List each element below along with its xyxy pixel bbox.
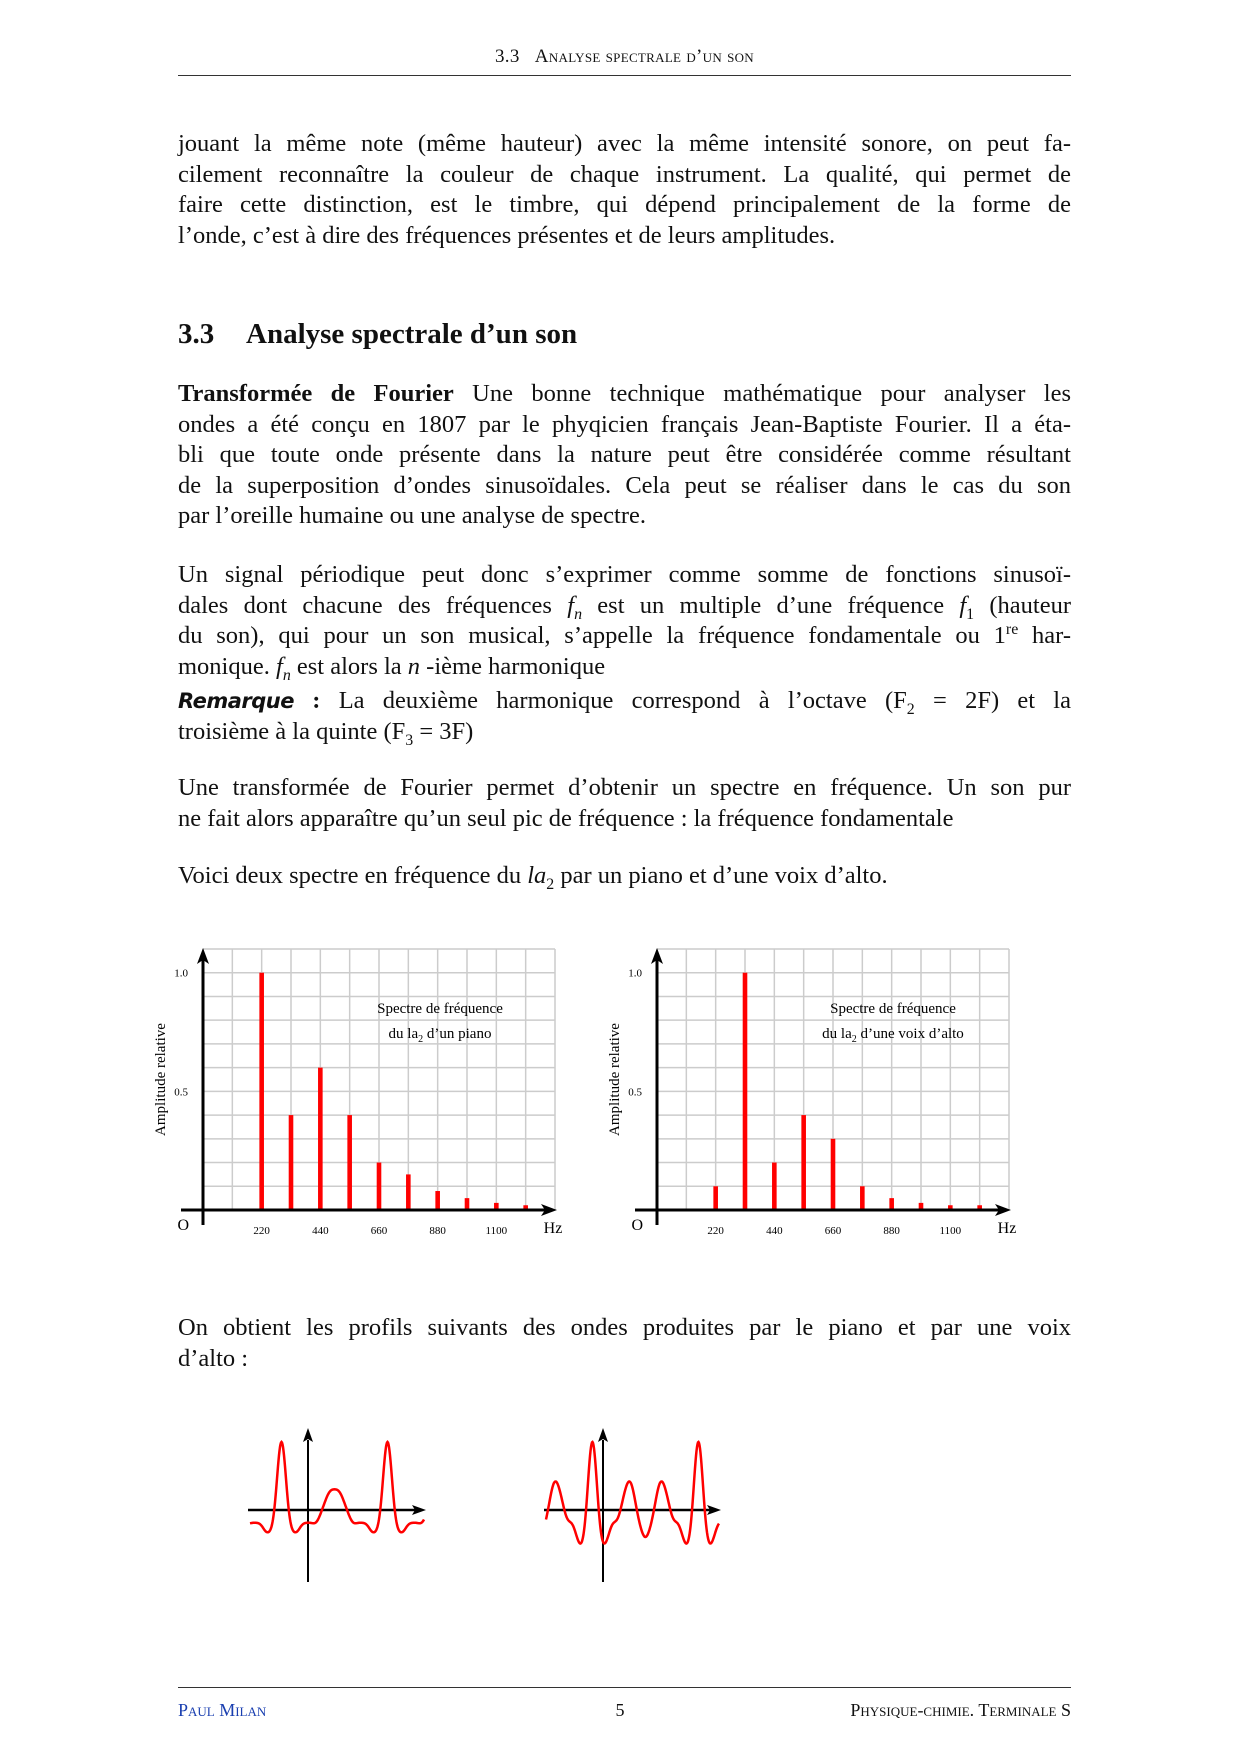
signal-paragraph: [178, 560, 1071, 682]
x-axis-label: Hz: [997, 1220, 1017, 1237]
subscript: 2: [546, 875, 555, 893]
text-line: d’alto :: [178, 1344, 249, 1372]
x-tick-label: 440: [766, 1225, 783, 1237]
text-line: par l’oreille humaine ou une analyse de spectre.: [178, 502, 647, 529]
waveform-curve: [250, 1442, 424, 1532]
x-tick-label: 660: [824, 1225, 842, 1237]
math-f: f: [567, 591, 575, 619]
text-line: ne fait alors apparaître qu’un seul pic de fréquence : la fréquence fondamentale: [178, 804, 954, 832]
text-line: [178, 379, 1071, 410]
x-tick-label: 880: [429, 1225, 446, 1237]
profiles-paragraph: [178, 1313, 1071, 1374]
transform-paragraph: [178, 773, 1071, 834]
x-tick-label: 1100: [939, 1225, 962, 1237]
chart-annotation-line1: Spectre de fréquence: [377, 1001, 503, 1017]
running-header: [178, 46, 1071, 68]
footer-course: Physique-chimie. Terminale S: [850, 1700, 1071, 1720]
text-line: [178, 686, 1071, 717]
amplitude-axis-arrow-icon: [303, 1428, 313, 1442]
header-section-title: Analyse spectrale d’un son: [534, 46, 754, 67]
x-tick-label: 440: [312, 1225, 329, 1237]
y-tick-label: 1.0: [628, 967, 642, 980]
text-span: est un multiple d’une fréquence: [582, 591, 960, 619]
annotation-subscript: 2: [851, 1034, 857, 1045]
math-la: la: [527, 862, 547, 889]
y-axis-label: Amplitude relative: [607, 1023, 623, 1136]
subscript: 3: [405, 731, 414, 749]
text-span: est alors la: [290, 652, 408, 680]
text-span: Une bonne technique mathématique pour analyser les: [453, 380, 1071, 407]
spectrum-bar: [465, 1198, 470, 1210]
text-line: cilement reconnaître la couleur de chaque instrument. La qualité, qui permet de: [178, 160, 1071, 188]
x-tick-label: 660: [370, 1225, 388, 1237]
math-sub-1: 1: [966, 605, 975, 623]
spectrum-bar: [801, 1115, 806, 1210]
annotation-text: d’un piano: [423, 1026, 492, 1042]
text-span: = 2F) et la: [914, 687, 1071, 714]
footer-author: Paul Milan: [178, 1700, 267, 1720]
paragraph-lead: Transformée de Fourier: [178, 380, 454, 407]
waveform-figures: [0, 1420, 1240, 1600]
x-tick-label: 220: [253, 1225, 270, 1237]
intro-paragraph: [178, 129, 1071, 251]
fourier-paragraph: [178, 379, 1071, 532]
text-span: -ième harmonique: [420, 652, 606, 680]
annotation-text: du la: [822, 1026, 852, 1042]
y-tick-label: 0.5: [628, 1086, 642, 1099]
text-span: (hauteur: [974, 591, 1071, 619]
spectrum-bar: [377, 1163, 382, 1210]
spectrum-bar: [347, 1115, 352, 1210]
math-sub-n: n: [574, 605, 583, 623]
text-line: [178, 861, 1071, 892]
text-line: [178, 591, 1071, 622]
footer-rule: [178, 1687, 1071, 1688]
text-line: jouant la même note (même hauteur) avec la même intensité sonore, on peut fa-: [178, 130, 1071, 157]
page-number: 5: [615, 1700, 625, 1720]
alto-waveform: [544, 1428, 721, 1582]
origin-label: O: [177, 1217, 189, 1234]
piano-waveform: [248, 1428, 426, 1582]
text-span: La deuxième harmonique correspond à l’octave (F: [338, 687, 907, 714]
remark-colon: :: [294, 687, 339, 714]
spectrum-charts: [0, 930, 1240, 1260]
voici-paragraph: [178, 861, 1071, 892]
spectrum-bar: [831, 1139, 836, 1210]
text-span: Voici deux spectre en fréquence du: [178, 862, 528, 889]
spectrum-bar: [860, 1186, 865, 1210]
annotation-text: du la: [388, 1026, 419, 1042]
subscript: 2: [906, 700, 915, 718]
text-line: Une transformée de Fourier permet d’obtenir un spectre en fréquence. Un son pur: [178, 774, 1071, 801]
text-span: du son), qui pour un son musical, s’appelle la fréquence fondamentale ou 1: [178, 622, 1006, 649]
y-axis-label: Amplitude relative: [153, 1023, 169, 1136]
spectrum-bar: [259, 973, 264, 1210]
spectrum-bar: [889, 1198, 894, 1210]
header-section-number: 3.3: [494, 46, 520, 67]
y-tick-label: 1.0: [174, 967, 188, 980]
text-line: On obtient les profils suivants des ondes produites par le piano et par une voix: [178, 1314, 1071, 1341]
text-line: l’onde, c’est à dire des fréquences présentes et de leurs amplitudes.: [178, 221, 836, 249]
section-number: 3.3: [178, 318, 215, 350]
text-line: [178, 652, 1071, 683]
alto-spectrum-chart: [607, 948, 1016, 1237]
amplitude-axis-arrow-icon: [598, 1428, 608, 1442]
text-span: par un piano et d’une voix d’alto.: [554, 862, 888, 889]
spectrum-bar: [406, 1174, 411, 1210]
section-heading: [178, 318, 577, 351]
waveform-curve: [546, 1442, 719, 1544]
text-line: ondes a été conçu en 1807 par le phyqicien français Jean-Baptiste Fourier. Il a éta-: [178, 410, 1071, 438]
text-span: troisième à la quinte (F: [178, 717, 406, 745]
text-line: Un signal périodique peut donc s’exprimer comme somme de fonctions sinusoï-: [178, 561, 1071, 588]
math-sub-n: n: [282, 666, 291, 684]
y-tick-label: 0.5: [174, 1086, 188, 1099]
chart-annotation-line1: Spectre de fréquence: [830, 1001, 956, 1017]
spectrum-bar: [772, 1163, 777, 1210]
text-line: [178, 621, 1071, 652]
text-span: monique.: [178, 652, 276, 680]
chart-annotation-line2: [389, 1026, 492, 1045]
text-line: faire cette distinction, est le timbre, qui dépend principalement de la forme de: [178, 191, 1071, 218]
origin-label: O: [631, 1217, 643, 1234]
remark-paragraph: [178, 686, 1071, 747]
annotation-text: d’une voix d’alto: [856, 1026, 964, 1042]
math-f: f: [276, 652, 283, 680]
spectrum-bar: [713, 1186, 718, 1210]
x-tick-label: 220: [707, 1225, 724, 1237]
spectrum-bar: [318, 1068, 323, 1210]
section-title: Analyse spectrale d’un son: [246, 318, 578, 350]
piano-spectrum-chart: [153, 948, 562, 1237]
text-span: har-: [1018, 622, 1072, 649]
header-rule: [178, 75, 1071, 76]
text-line: [178, 717, 1071, 748]
text-span: = 3F): [413, 717, 474, 745]
chart-annotation-line2: [822, 1026, 964, 1045]
spectrum-bar: [435, 1191, 440, 1210]
superscript: re: [1005, 620, 1019, 638]
annotation-subscript: 2: [418, 1034, 424, 1045]
math-f: f: [959, 591, 967, 619]
math-n: n: [407, 652, 421, 680]
x-tick-label: 1100: [485, 1225, 508, 1237]
x-axis-label: Hz: [543, 1220, 563, 1237]
text-line: de la superposition d’ondes sinusoïdales. Cela peut se réaliser dans le cas du son: [178, 471, 1071, 499]
text-span: dales dont chacune des fréquences: [178, 591, 568, 619]
remark-label: Remarque: [178, 689, 295, 713]
spectrum-bar: [289, 1115, 294, 1210]
x-tick-label: 880: [883, 1225, 900, 1237]
spectrum-bar: [743, 973, 748, 1210]
text-line: bli que toute onde présente dans la nature peut être considérée comme résultant: [178, 441, 1071, 468]
